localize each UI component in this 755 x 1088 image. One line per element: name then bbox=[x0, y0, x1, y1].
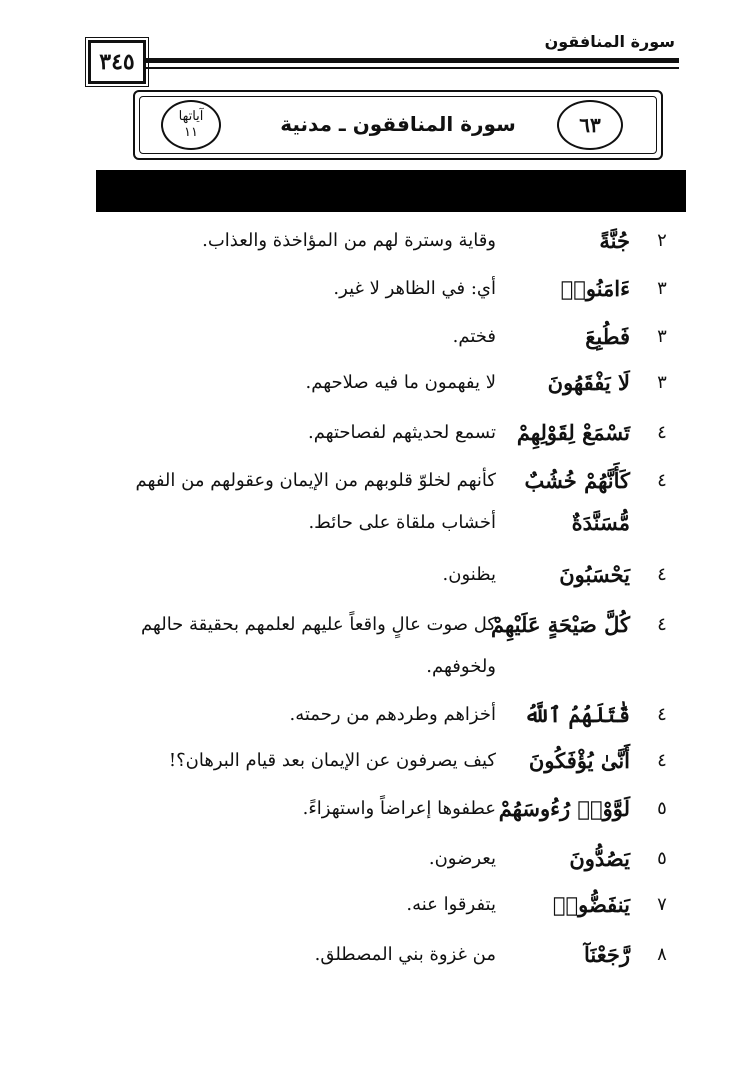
verse-number: ٣ bbox=[657, 278, 667, 299]
verses-count: ١١ bbox=[184, 125, 198, 140]
table-row bbox=[96, 228, 686, 258]
table-row bbox=[96, 748, 686, 778]
word-meaning: أخشاب ملقاة على حائط. bbox=[308, 512, 496, 533]
table-row bbox=[96, 796, 686, 826]
verse-number: ٥ bbox=[657, 848, 667, 869]
quran-word: فَطُبِعَ bbox=[585, 324, 630, 349]
table-row bbox=[96, 562, 686, 592]
word-meaning: فختم. bbox=[452, 326, 496, 347]
table-row bbox=[96, 892, 686, 922]
verse-number: ٧ bbox=[657, 894, 667, 915]
quran-word: ءَامَنُوا۟ bbox=[560, 276, 630, 301]
quran-word: تَسْمَعْ لِقَوْلِهِمْ bbox=[516, 420, 630, 445]
surah-number-badge bbox=[557, 100, 623, 150]
quran-word: كَأَنَّهُمْ خُشُبٌ bbox=[524, 468, 630, 493]
word-meaning: وقاية وسترة لهم من المؤاخذة والعذاب. bbox=[202, 230, 496, 251]
quran-word: لَوَّوْا۟ رُءُوسَهُمْ bbox=[498, 796, 630, 821]
word-meaning: عطفوها إعراضاً واستهزاءً. bbox=[302, 798, 496, 819]
surah-number: ٦٣ bbox=[579, 113, 601, 137]
header-rule bbox=[146, 58, 679, 72]
quran-word: مُّسَنَّدَةٌ bbox=[571, 510, 630, 535]
word-meaning: تسمع لحديثهم لفصاحتهم. bbox=[307, 422, 496, 443]
verse-number: ٣ bbox=[657, 372, 667, 393]
table-header-bar bbox=[96, 170, 686, 212]
verse-number: ٨ bbox=[657, 944, 667, 965]
verse-number: ٤ bbox=[657, 614, 667, 635]
verse-number: ٣ bbox=[657, 326, 667, 347]
word-meaning: يظنون. bbox=[442, 564, 496, 585]
running-header: سورة المنافقون bbox=[544, 32, 675, 51]
table-row bbox=[96, 324, 686, 354]
quran-word: يَنفَضُّوا۟ bbox=[552, 892, 630, 917]
table-row bbox=[96, 420, 686, 450]
table-row bbox=[96, 468, 686, 498]
table-row bbox=[96, 702, 686, 732]
verse-number: ٤ bbox=[657, 422, 667, 443]
word-meaning: يتفرقوا عنه. bbox=[406, 894, 496, 915]
table-row bbox=[96, 654, 686, 684]
verse-number: ٤ bbox=[657, 470, 667, 491]
word-meaning: ولخوفهم. bbox=[426, 656, 496, 677]
word-meaning: من غزوة بني المصطلق. bbox=[314, 944, 496, 965]
verse-number: ٤ bbox=[657, 564, 667, 585]
quran-word: يَحْسَبُونَ bbox=[559, 562, 630, 587]
verse-number: ٢ bbox=[657, 230, 667, 251]
word-meaning: كأنهم لخلوّ قلوبهم من الإيمان وعقولهم من الفهم bbox=[135, 470, 496, 491]
quran-word: قَٰتَلَهُمُ ٱللَّهُ bbox=[524, 702, 630, 727]
word-meaning: كل صوت عالٍ واقعاً عليهم لعلمهم بحقيقة حالهم bbox=[140, 614, 496, 635]
quran-word: كُلَّ صَيْحَةٍ عَلَيْهِمْ bbox=[491, 612, 630, 637]
table-row bbox=[96, 942, 686, 972]
quran-word: أَنَّىٰ يُؤْفَكُونَ bbox=[528, 748, 630, 773]
word-meaning: يعرضون. bbox=[428, 848, 496, 869]
verse-number: ٤ bbox=[657, 704, 667, 725]
word-meaning: أخزاهم وطردهم من رحمته. bbox=[289, 704, 496, 725]
verse-number: ٤ bbox=[657, 750, 667, 771]
quran-word: لَا يَفْقَهُونَ bbox=[547, 370, 630, 395]
table-row bbox=[96, 846, 686, 876]
verses-label: آياتها bbox=[178, 109, 204, 124]
quran-word: جُنَّةً bbox=[599, 228, 630, 253]
page-number-text: ٣٤٥ bbox=[99, 49, 135, 75]
verse-number: ٥ bbox=[657, 798, 667, 819]
page-number bbox=[88, 40, 146, 84]
word-meaning: كيف يصرفون عن الإيمان بعد قيام البرهان؟! bbox=[168, 750, 496, 771]
word-meaning: لا يفهمون ما فيه صلاحهم. bbox=[305, 372, 496, 393]
surah-title: سورة المنافقون ـ مدنية bbox=[280, 112, 516, 136]
quran-word: يَصُدُّونَ bbox=[569, 846, 630, 871]
table-row bbox=[96, 370, 686, 400]
table-row bbox=[96, 612, 686, 642]
table-row bbox=[96, 276, 686, 306]
table-row bbox=[96, 510, 686, 540]
quran-word: رَّجَعْنَآ bbox=[584, 942, 630, 967]
surah-title-frame bbox=[133, 90, 663, 160]
word-meaning: أي: في الظاهر لا غير. bbox=[333, 278, 496, 299]
